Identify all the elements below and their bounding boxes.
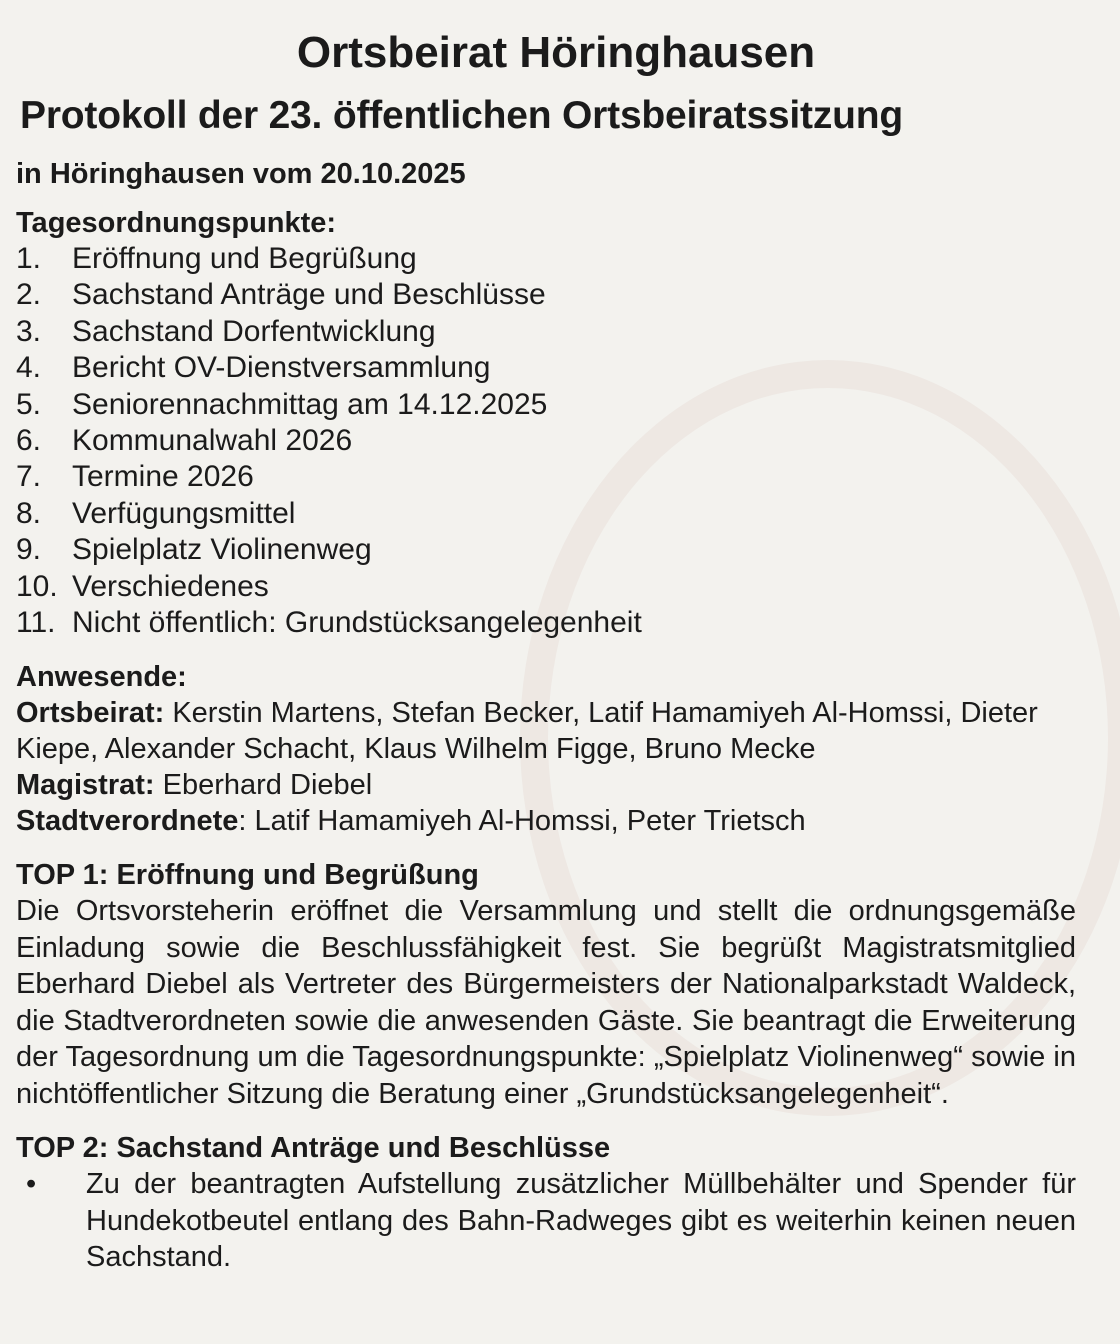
agenda-item: 8. Verfügungsmittel — [16, 496, 296, 530]
page-title: Ortsbeirat Höringhausen — [296, 28, 816, 77]
top2-bullet-item — [16, 1166, 1076, 1276]
agenda-item: 6. Kommunalwahl 2026 — [16, 424, 353, 458]
agenda-item: 4. Bericht OV-Dienstversammlung — [16, 351, 491, 385]
bullet-icon: • — [26, 1168, 37, 1201]
agenda-item: 10. Verschiedenes — [16, 569, 269, 603]
protocol-title: Protokoll der 23. öffentlichen Ortsbeiratssitzung — [20, 94, 904, 137]
top1-text: Die Ortsvorsteherin eröffnet die Versammlung und stellt die ordnungsgemäße Einladung sowie die Beschlussfähigkeit fest. Sie begrüßt Magistratsmitglied Eberhard Diebel als Vertreter des Bürgermeisters der Nationalparkstadt Waldeck, die Stadtverordneten sowie die anwesenden Gäste. Sie beantragt die Erweiterung der Tagesordnung um die Tagesordnungspunkte: „Spielplatz Violinenweg“ sowie in nichtöffentlicher Sitzung die Beratung einer „Grundstücksangelegenheit“. — [16, 895, 1076, 1110]
place-date: in Höringhausen vom 20.10.2025 — [16, 158, 466, 190]
agenda-item: 5. Seniorennachmittag am 14.12.2025 — [16, 387, 548, 421]
article — [16, 28, 1076, 1276]
stadtverordnete-label: Stadtverordnete — [16, 805, 239, 838]
attendees-heading: Anwesende: — [16, 661, 187, 694]
ortsbeirat-label: Ortsbeirat: — [16, 697, 165, 730]
top2-item-text: Zu der beantragten Aufstellung zusätzlicher Müllbehälter und Spender für Hundekotbeutel entlang des Bahn-Radweges gibt es weiterhin keinen neuen Sachstand. — [86, 1168, 1076, 1274]
agenda-item: 1. Eröffnung und Begrüßung — [16, 242, 417, 275]
agenda-item: 7. Termine 2026 — [16, 460, 254, 494]
agenda-heading: Tagesordnungspunkte: — [16, 207, 337, 239]
top2-heading: TOP 2: Sachstand Anträge und Beschlüsse — [16, 1132, 611, 1165]
attendees-magistrat — [16, 767, 1076, 803]
attendees-stadtverordnete — [16, 803, 1076, 839]
agenda-list — [16, 241, 1076, 641]
agenda-item: 3. Sachstand Dorfentwicklung — [16, 314, 436, 348]
magistrat-label: Magistrat: — [16, 769, 155, 802]
agenda-item: 2. Sachstand Anträge und Beschlüsse — [16, 278, 546, 312]
agenda-item: 11. Nicht öffentlich: Grundstücksangelegenheit — [16, 606, 642, 640]
magistrat-names: Eberhard Diebel — [162, 769, 373, 802]
stadtverordnete-names: : Latif Hamamiyeh Al-Homssi, Peter Trietsch — [238, 805, 806, 838]
top1-heading: TOP 1: Eröffnung und Begrüßung — [16, 859, 479, 892]
ortsbeirat-names: Kerstin Martens, Stefan Becker, Latif Hamamiyeh Al-Homssi, Dieter Kiepe, Alexander Schacht, Klaus Wilhelm Figge, Bruno Mecke — [16, 697, 1038, 766]
attendees-ortsbeirat — [16, 695, 1076, 767]
agenda-item: 9. Spielplatz Violinenweg — [16, 533, 372, 567]
